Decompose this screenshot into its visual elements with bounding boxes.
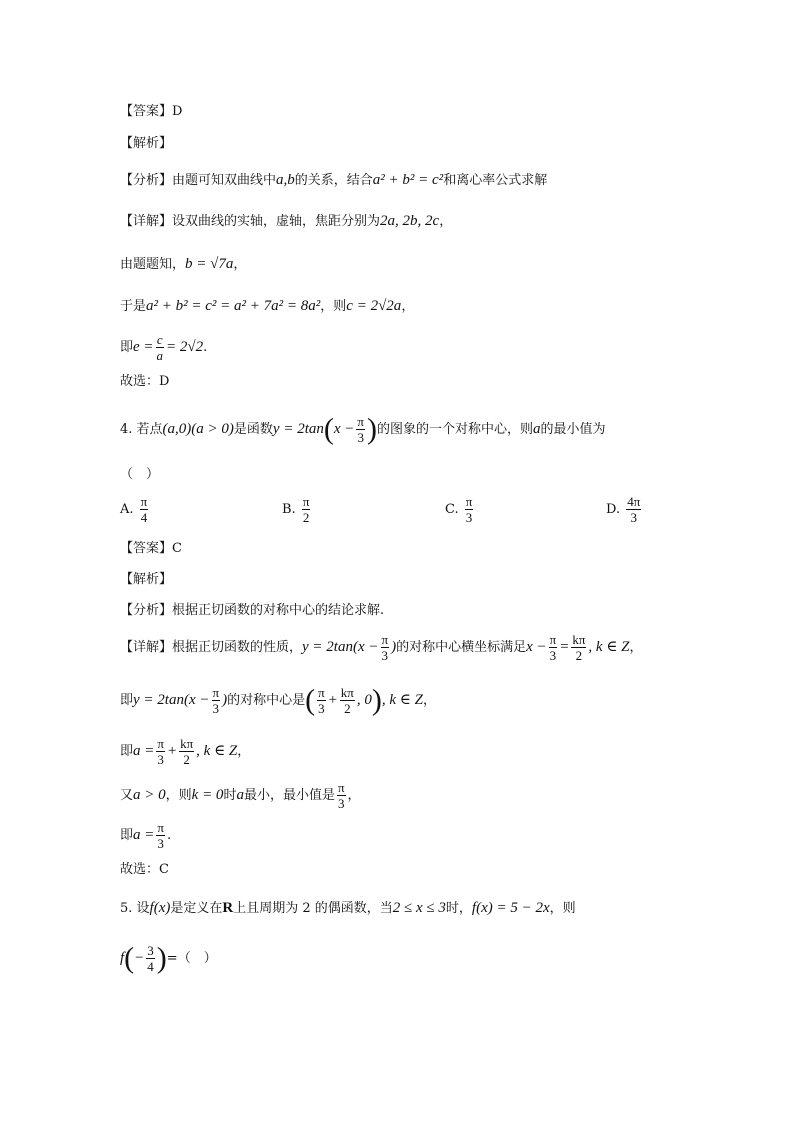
- q4-detail-mid: 的对称中心横坐标满足: [396, 640, 527, 655]
- q4-a-plus: +: [166, 743, 178, 759]
- q3-eccentricity: [120, 330, 207, 365]
- option-fraction: [302, 494, 311, 525]
- option-num: π: [465, 494, 473, 509]
- q4-c-mid: 的对称中心是: [227, 693, 306, 708]
- q4-c-lparen: (: [305, 683, 316, 717]
- frac-den: 3: [157, 752, 164, 767]
- q4-stem-lparen: (: [323, 412, 334, 446]
- q5-stem-e: ，则: [549, 901, 576, 916]
- q3-fenxi-formula: a² + b² = c²: [372, 172, 444, 188]
- q4-final-frac: [156, 820, 165, 851]
- q4-answer: 【答案】C: [120, 541, 182, 556]
- option-den: 2: [302, 510, 310, 525]
- q4-final-prefix: 即: [120, 828, 134, 843]
- q4-detail-x: x −: [526, 639, 547, 655]
- q4-stem-fraction: [356, 414, 365, 445]
- q3-e-suffix: .: [203, 340, 208, 355]
- frac-den: 4: [147, 959, 154, 974]
- q3-fenxi-suffix: 和离心率公式求解: [443, 173, 548, 188]
- q4-stem-a: 4. 若点: [120, 422, 163, 437]
- q3-analysis-title: 【解析】: [120, 136, 173, 151]
- frac-num: π: [549, 632, 557, 647]
- q4-stem-c: 的图象的一个对称中心，则: [376, 422, 533, 437]
- q3-fenxi-vars: a,b: [276, 172, 295, 188]
- q3-e-prefix: 即: [120, 340, 134, 355]
- option-letter: B.: [282, 502, 296, 517]
- q4-final: [120, 818, 171, 853]
- q5-question: [120, 940, 217, 977]
- frac-den: 3: [381, 648, 389, 663]
- q4-a-lhs: a =: [133, 743, 155, 759]
- frac-num: π: [157, 820, 164, 835]
- q4-choose: 故选：C: [120, 862, 169, 877]
- q3-choose: 故选：D: [120, 374, 170, 389]
- q4-a-kz: , k ∈ Z: [196, 743, 238, 759]
- q5-stem-a: 5. 设: [120, 901, 150, 916]
- frac-num: kπ: [180, 736, 194, 751]
- q5-q-frac: [146, 943, 155, 974]
- q4-detail-fn-end: ): [391, 639, 397, 655]
- option-fraction: [626, 494, 641, 525]
- q4-stem-a-var: a: [533, 421, 541, 437]
- q4-fenxi: 【分析】根据正切函数的对称中心的结论求解.: [120, 603, 385, 618]
- q3-so: [120, 296, 414, 317]
- q5-stem-r: R: [222, 900, 234, 916]
- frac-num: π: [212, 685, 220, 700]
- q5-q-lparen: (: [124, 941, 135, 975]
- q4-again-k: k = 0: [191, 787, 224, 803]
- option-num: π: [302, 494, 310, 509]
- q4-analysis-title: 【解析】: [120, 572, 173, 587]
- q4-stem-pi: π: [357, 414, 364, 429]
- q4-again-end: ，: [347, 788, 361, 803]
- q5-q-f: f: [120, 950, 125, 966]
- q5-stem-range: 2 ≤ x ≤ 3: [392, 900, 446, 916]
- q5-stem-c: 上且周期为 2 的偶函数，当: [233, 901, 393, 916]
- frac-num: π: [157, 736, 164, 751]
- q4-stem-d: 的最小值为: [540, 422, 606, 437]
- q4-again-frac: [337, 780, 346, 811]
- q3-fenxi-mid: 的关系，结合: [294, 173, 373, 188]
- q4-stem-x: x −: [333, 421, 355, 437]
- frac-den: 3: [212, 701, 220, 716]
- q4-a-frac1: [156, 736, 165, 767]
- q4-again-prefix: 又: [120, 788, 134, 803]
- q4-stem: [120, 412, 606, 447]
- option-num: 4π: [627, 494, 641, 509]
- q3-so-prefix: 于是: [120, 299, 147, 314]
- q3-so-c: c = 2√2a: [346, 298, 402, 314]
- q4-stem-three: 3: [357, 430, 364, 445]
- q3-given-prefix: 由题题知，: [120, 257, 186, 272]
- q4-detail-end: ，: [629, 640, 643, 655]
- q4-option-c: [445, 494, 475, 525]
- q4-c-fn: y = 2tan(x −: [133, 692, 210, 708]
- q4-again: [120, 778, 361, 813]
- frac-num: π: [318, 685, 325, 700]
- q4-c-frac2: [317, 685, 326, 716]
- q4-a-end: ，: [237, 744, 251, 759]
- q3-so-suffix: ，: [401, 299, 415, 314]
- q3-detail-prefix: 【详解】设双曲线的实轴，虚轴，焦距分别为: [120, 214, 381, 229]
- option-den: 3: [630, 510, 638, 525]
- q4-c-end: ，: [422, 693, 436, 708]
- q4-a-prefix: 即: [120, 744, 134, 759]
- q4-stem-rparen: ): [366, 412, 377, 446]
- frac-num: kπ: [340, 685, 354, 700]
- q3-so-math: a² + b² = c² = a² + 7a² = 8a²: [146, 298, 321, 314]
- q4-detail-kz: , k ∈ Z: [588, 639, 630, 655]
- q3-fenxi-prefix: 【分析】由题可知双曲线中: [120, 173, 277, 188]
- frac-den: 3: [549, 648, 557, 663]
- frac-den: 2: [183, 752, 190, 767]
- frac-den: 3: [318, 701, 325, 716]
- q4-final-end: .: [166, 828, 172, 843]
- q4-final-lhs: a =: [133, 827, 155, 843]
- q4-detail: [120, 630, 643, 665]
- frac-num: π: [381, 632, 389, 647]
- q4-again-mid: ，则: [165, 788, 192, 803]
- q4-detail-frac3: [571, 632, 586, 663]
- q4-c-frac1: [212, 685, 221, 716]
- option-num: π: [140, 494, 148, 509]
- q4-detail-frac2: [549, 632, 558, 663]
- q4-option-b: [282, 494, 312, 525]
- q3-given-math: b = √7a: [185, 256, 234, 272]
- frac-den: 2: [575, 648, 583, 663]
- q3-e-fraction: [156, 332, 165, 363]
- q4-stem-fn: y = 2tan: [272, 421, 324, 437]
- q4-detail-eq: =: [559, 639, 570, 655]
- q3-e-rhs: = 2√2: [166, 339, 204, 355]
- q4-option-d: [606, 494, 643, 525]
- q3-answer: 【答案】D: [120, 104, 183, 119]
- q3-e-num: c: [156, 332, 163, 347]
- q4-center: [120, 682, 436, 719]
- q4-c-prefix: 即: [120, 693, 134, 708]
- q5-stem-def: f(x) = 5 − 2x: [471, 900, 550, 916]
- q5-stem-f: f(x): [149, 900, 171, 916]
- q3-so-then: ，则: [320, 299, 347, 314]
- q4-a-set: [120, 734, 250, 769]
- q4-detail-prefix: 【详解】根据正切函数的性质，: [120, 640, 303, 655]
- option-fraction: [140, 494, 149, 525]
- q4-c-fn-end: ): [222, 692, 228, 708]
- q4-c-plus: +: [327, 692, 338, 708]
- q5-stem-b: 是定义在: [170, 901, 223, 916]
- q3-detail-suffix: ，: [439, 214, 453, 229]
- option-letter: A.: [120, 502, 134, 517]
- option-fraction: [465, 494, 474, 525]
- frac-num: 3: [147, 943, 154, 958]
- q4-c-rparen: ): [371, 683, 382, 717]
- q4-stem-point: (a,0)(a > 0): [162, 421, 234, 437]
- q3-given: [120, 254, 246, 275]
- q3-fenxi: [120, 170, 547, 191]
- q4-again-min: 最小，最小值是: [243, 788, 335, 803]
- q3-e-lhs: e =: [133, 339, 154, 355]
- q5-q-eq: =（ ）: [166, 951, 217, 966]
- q4-detail-fn: y = 2tan(x −: [302, 639, 379, 655]
- frac-den: 3: [338, 796, 345, 811]
- frac-num: π: [337, 780, 345, 795]
- q5-stem-d: 时，: [445, 901, 472, 916]
- q5-q-rparen: ): [156, 941, 167, 975]
- frac-den: 3: [157, 836, 164, 851]
- q3-detail-vals: 2a, 2b, 2c: [380, 213, 440, 229]
- option-letter: C.: [445, 502, 459, 517]
- q3-given-suffix: ，: [233, 257, 247, 272]
- q5-stem: [120, 898, 576, 919]
- q4-a-frac2: [179, 736, 194, 767]
- q3-e-den: a: [156, 348, 164, 363]
- option-den: 3: [465, 510, 473, 525]
- frac-den: 2: [344, 701, 351, 716]
- q4-detail-frac1: [381, 632, 390, 663]
- q3-detail: [120, 211, 452, 232]
- q4-again-time: 时: [223, 788, 237, 803]
- q4-c-frac3: [340, 685, 355, 716]
- option-den: 4: [140, 510, 148, 525]
- q4-again-cond: a > 0: [133, 787, 166, 803]
- option-letter: D.: [606, 502, 621, 517]
- q4-c-zero: , 0: [356, 692, 372, 708]
- q4-c-kz: , k ∈ Z: [381, 692, 423, 708]
- q4-stem-b: 是函数: [233, 422, 273, 437]
- q4-blank: （ ）: [120, 467, 160, 482]
- q4-option-a: [120, 494, 150, 525]
- q4-again-a: a: [236, 787, 244, 803]
- q5-q-minus: −: [134, 950, 145, 966]
- frac-num: kπ: [572, 632, 586, 647]
